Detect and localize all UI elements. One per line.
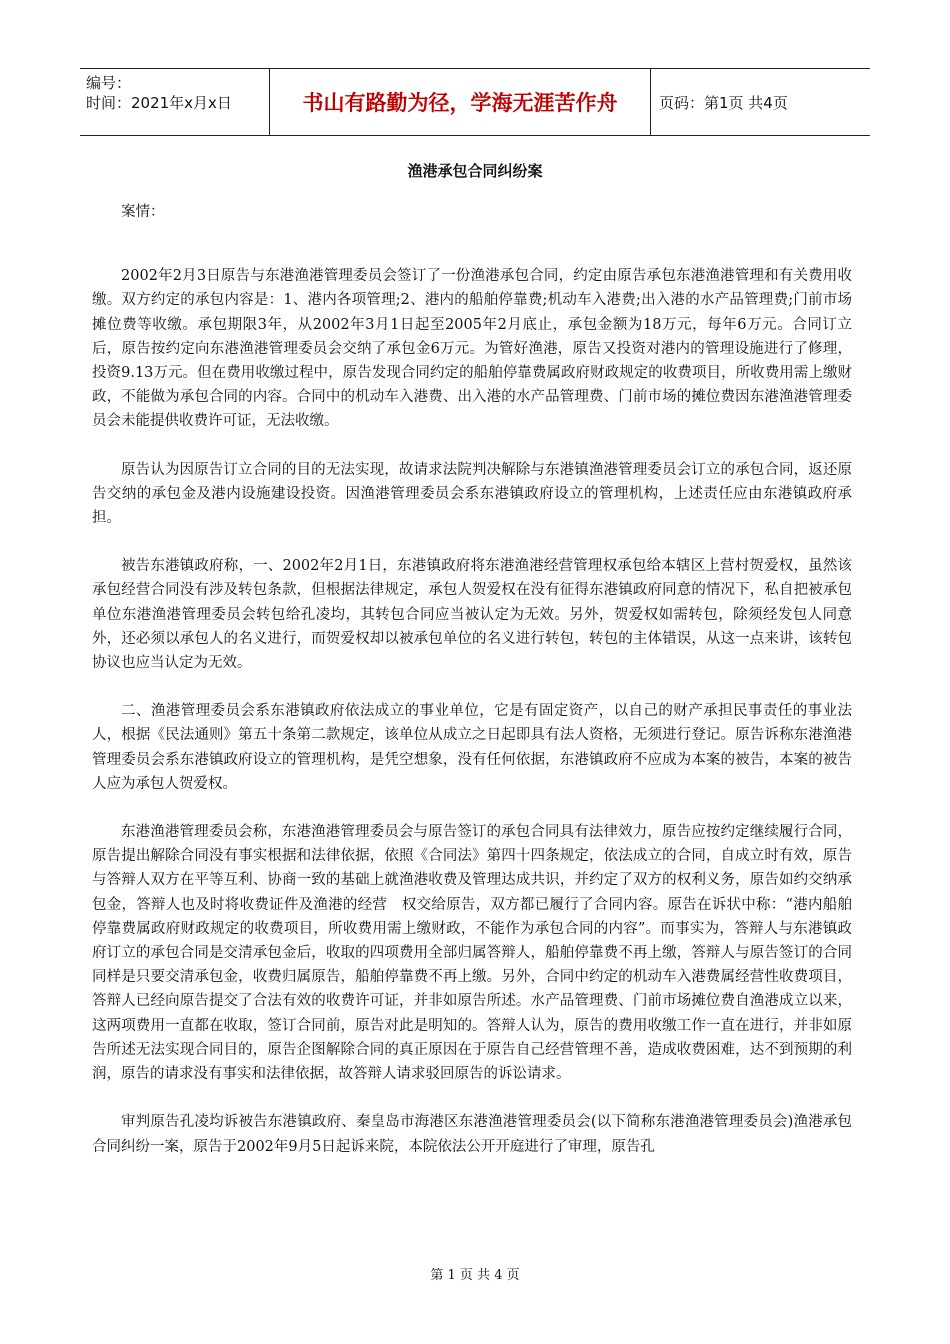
header-motto: 书山有路勤为径，学海无涯苦作舟 bbox=[270, 69, 651, 135]
paragraph-4: 二、渔港管理委员会系东港镇政府依法成立的事业单位，它是有固定资产，以自己的财产承担民事责任的事业法人，根据《民法通则》第五十条第二款规定，该单位从成立之日起即具有法人资格，无须进行登记。原告诉称东港渔港管理委员会系东港镇政府设立的管理机构，是凭空想象，没有任何依据，东港镇政府不应成为本案的被告，本案的被告人应为承包人贺爱权。 bbox=[92, 703, 852, 792]
paragraph-6: 审判原告孔凌均诉被告东港镇政府、秦皇岛市海港区东港渔港管理委员会(以下简称东港渔港管理委员会)渔港承包合同纠纷一案，原告于2002年9月5日起诉来院，本院依法公开开庭进行了审理，原告孔 bbox=[92, 1114, 852, 1155]
document-body bbox=[92, 200, 852, 1159]
page-footer: 第 1 页 共 4 页 bbox=[430, 1268, 520, 1283]
header-meta bbox=[80, 69, 270, 135]
paragraph-2: 原告认为因原告订立合同的目的无法实现，故请求法院判决解除与东港镇渔港管理委员会订立的承包合同，返还原告交纳的承包金及港内设施建设投资。因渔港管理委员会系东港镇政府设立的管理机构，上述责任应由东港镇政府承担。 bbox=[92, 461, 852, 527]
serial-label: 编号： bbox=[86, 74, 132, 92]
document-header bbox=[80, 68, 870, 136]
document-title: 渔港承包合同纠纷案 bbox=[407, 162, 543, 180]
paragraph-1: 2002年2月3日原告与东港渔港管理委员会签订了一份渔港承包合同，约定由原告承包东港渔港管理和有关费用收缴。双方约定的承包内容是：1、港内各项管理;2、港内的船舶停靠费;机动车入港费;出入港的水产品管理费;门前市场摊位费等收缴。承包期限3年，从2002年3月1日起至2005年2月底止，承包金额为18万元，每年6万元。合同订立后，原告按约定向东港渔港管理委员会交纳了承包金6万元。为管好渔港，原告又投资对港内的管理设施进行了修理，投资9.13万元。但在费用收缴过程中，原告发现合同约定的船舶停靠费属政府财政规定的收费项目，所收费用需上缴财政，不能做为承包合同的内容。合同中的机动车入港费、出入港的水产品管理费、门前市场的摊位费因东港渔港管理委员会未能提供收费许可证，无法收缴。 bbox=[92, 268, 852, 430]
case-label: 案情： bbox=[121, 204, 165, 220]
paragraph-3: 被告东港镇政府称，一、2002年2月1日，东港镇政府将东港渔港经营管理权承包给本辖区上营村贺爱权，虽然该承包经营合同没有涉及转包条款，但根据法律规定，承包人贺爱权在没有征得东港镇政府同意的情况下，私自把被承包单位东港渔港管理委员会转包给孔凌均，其转包合同应当被认定为无效。另外，贺爱权如需转包，除须经发包人同意外，还必须以承包人的名义进行，而贺爱权却以被承包单位的名义进行转包，转包的主体错误，从这一点来讲，该转包协议也应当认定为无效。 bbox=[92, 558, 852, 672]
header-page-info: 页码：第1页 共4页 bbox=[659, 93, 788, 112]
date-label: 时间：2021年x月x日 bbox=[86, 94, 232, 112]
paragraph-5: 东港渔港管理委员会称，东港渔港管理委员会与原告签订的承包合同具有法律效力，原告应按约定继续履行合同，原告提出解除合同没有事实根据和法律依据，依照《合同法》第四十四条规定，依法成立的合同，自成立时有效，原告与答辩人双方在平等互利、协商一致的基础上就渔港收费及管理达成共识，并约定了双方的权利义务，原告如约交纳承包金，答辩人也及时将收费证件及渔港的经营 权交给原告，双方都已履行了合同内容。原告在诉状中称：“港内船舶停靠费属政府财政规定的收费项目，所收费用需上缴财政，不能作为承包合同的内容”。而事实为，答辩人与东港镇政府订立的承包合同是交清承包金后，收取的四项费用全部归属答辩人，船舶停靠费不再上缴，答辩人与原告签订的合同同样是只要交清承包金，收费归属原告，船舶停靠费不再上缴。另外，合同中约定的机动车入港费属经营性收费项目，答辩人已经向原告提交了合法有效的收费许可证，并非如原告所述。水产品管理费、门前市场摊位费自渔港成立以来，这两项费用一直都在收取，签订合同前，原告对此是明知的。答辩人认为，原告的费用收缴工作一直在进行，并非如原告所述无法实现合同目的，原告企图解除合同的真正原因在于原告自己经营管理不善，造成收费困难，达不到预期的利润，原告的请求没有事实和法律依据，故答辩人请求驳回原告的诉讼请求。 bbox=[92, 824, 852, 1083]
